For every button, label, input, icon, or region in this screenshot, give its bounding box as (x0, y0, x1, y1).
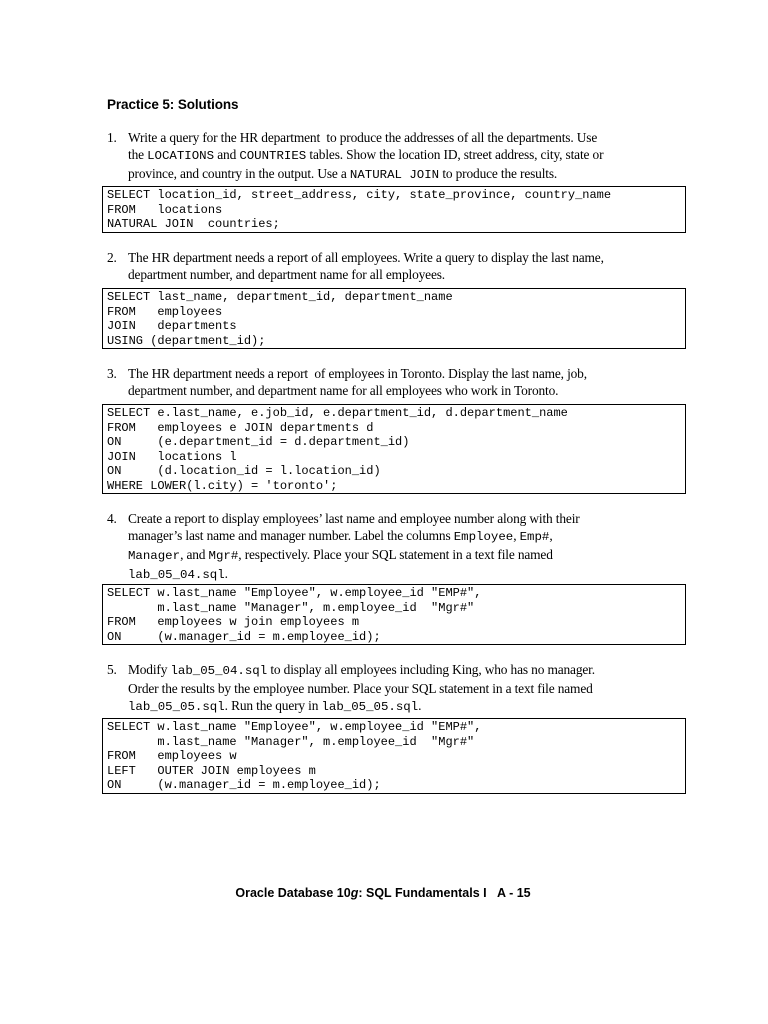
question-number: 2. (107, 250, 117, 265)
question-3 (107, 365, 667, 399)
question-line (107, 546, 667, 565)
code-line: ON (w.manager_id = m.employee_id); (107, 778, 381, 792)
text-run: department number, and department name for all employees. (128, 267, 446, 282)
inline-code: NATURAL JOIN (349, 168, 440, 182)
code-line: ON (d.location_id = l.location_id) (107, 464, 381, 478)
question-line (107, 165, 667, 184)
question-line (107, 697, 667, 716)
inline-code: lab_05_05.sql (321, 700, 419, 714)
text-run: and (214, 147, 240, 162)
question-line (107, 382, 667, 399)
inline-code: Emp# (519, 530, 550, 544)
text-run: Order the results by the employee number. Place your SQL statement in a text file named (128, 681, 593, 696)
text-run: The HR department needs a report of employees in Toronto. Display the last name, job, (128, 366, 587, 381)
question-number: 4. (107, 511, 117, 526)
text-run: . (224, 566, 228, 581)
text-run: tables. Show the location ID, street address, city, state or (306, 147, 604, 162)
inline-code: lab_05_04.sql (128, 568, 225, 582)
text-run: , respectively. Place your SQL statement in a text file named (238, 547, 553, 562)
text-run: province, and country in the output. Use a (128, 166, 350, 181)
code-block-2 (102, 288, 686, 349)
text-run: department number, and department name for all employees who work in Toronto. (128, 383, 559, 398)
code-line: NATURAL JOIN countries; (107, 217, 280, 231)
text-run: , (549, 528, 553, 543)
code-line: SELECT w.last_name "Employee", w.employee_id "EMP#", (107, 720, 482, 734)
code-line: FROM employees w join employees m (107, 615, 360, 629)
footer-title-prefix: Oracle Database 10 (235, 886, 351, 900)
code-block-4 (102, 584, 686, 645)
text-run: to produce the results. (439, 166, 558, 181)
question-1 (107, 129, 667, 184)
question-text (107, 510, 667, 584)
question-2 (107, 249, 667, 283)
question-number: 5. (107, 662, 117, 677)
code-line: USING (department_id); (107, 333, 266, 348)
code-line: SELECT last_name, department_id, department_name (107, 290, 453, 304)
code-line: FROM employees (107, 304, 223, 319)
question-line (107, 129, 667, 146)
footer-page-number: A - 15 (497, 886, 531, 900)
question-line (107, 661, 667, 680)
question-text (107, 249, 667, 283)
code-line: SELECT w.last_name "Employee", w.employee_id "EMP#", (107, 586, 482, 600)
question-4 (107, 510, 667, 584)
code-line: ON (w.manager_id = m.employee_id); (107, 629, 381, 644)
code-line: SELECT e.last_name, e.job_id, e.department_id, d.department_name (107, 406, 568, 420)
code-line: LEFT OUTER JOIN employees m (107, 763, 316, 778)
code-line: JOIN departments (107, 319, 237, 333)
question-text (107, 661, 667, 716)
code-line: FROM locations (107, 202, 223, 217)
code-line: FROM employees e JOIN departments d (107, 420, 374, 435)
question-5 (107, 661, 667, 716)
text-run: Create a report to display employees’ last name and employee number along with their (128, 511, 580, 526)
inline-code: COUNTRIES (239, 149, 307, 163)
page-footer (0, 886, 768, 900)
question-text (107, 129, 667, 184)
inline-code: lab_05_05.sql (128, 700, 225, 714)
question-number: 3. (107, 366, 117, 381)
code-block-5 (102, 718, 686, 794)
text-run: manager’s last name and manager number. Label the columns (128, 528, 454, 543)
question-line (107, 266, 667, 283)
question-number: 1. (107, 130, 117, 145)
code-line: m.last_name "Manager", m.employee_id "Mgr#" (107, 600, 475, 615)
text-run: the (128, 147, 148, 162)
question-line (107, 527, 667, 546)
text-run: to display all employees including King, who has no manager. (267, 662, 595, 677)
text-run: Write a query for the HR department to produce the addresses of all the departments. Use (128, 130, 598, 145)
inline-code: Mgr# (208, 549, 239, 563)
code-line: m.last_name "Manager", m.employee_id "Mgr#" (107, 734, 475, 749)
question-line (107, 146, 667, 165)
text-run: , and (180, 547, 209, 562)
code-line: ON (e.department_id = d.department_id) (107, 435, 410, 449)
inline-code: LOCATIONS (147, 149, 215, 163)
text-run: , (513, 528, 520, 543)
question-line (107, 365, 667, 382)
text-run: The HR department needs a report of all employees. Write a query to display the last name, (128, 250, 604, 265)
question-line (107, 680, 667, 697)
question-line (107, 510, 667, 527)
inline-code: Manager (128, 549, 181, 563)
text-run: Modify (128, 662, 171, 677)
code-line: JOIN locations l (107, 449, 237, 464)
code-block-1 (102, 186, 686, 233)
code-line: SELECT location_id, street_address, city, state_province, country_name (107, 188, 612, 202)
page-title: Practice 5: Solutions (107, 97, 239, 112)
text-run: . Run the query in (224, 698, 322, 713)
text-run: . (418, 698, 422, 713)
question-text (107, 365, 667, 399)
question-line (107, 565, 667, 584)
code-block-3 (102, 404, 686, 494)
footer-title-suffix: : SQL Fundamentals I (358, 886, 487, 900)
code-line: FROM employees w (107, 749, 237, 763)
footer-title-g: g (350, 886, 359, 900)
code-line: WHERE LOWER(l.city) = 'toronto'; (107, 478, 338, 493)
question-line (107, 249, 667, 266)
inline-code: lab_05_04.sql (170, 664, 268, 678)
inline-code: Employee (453, 530, 514, 544)
